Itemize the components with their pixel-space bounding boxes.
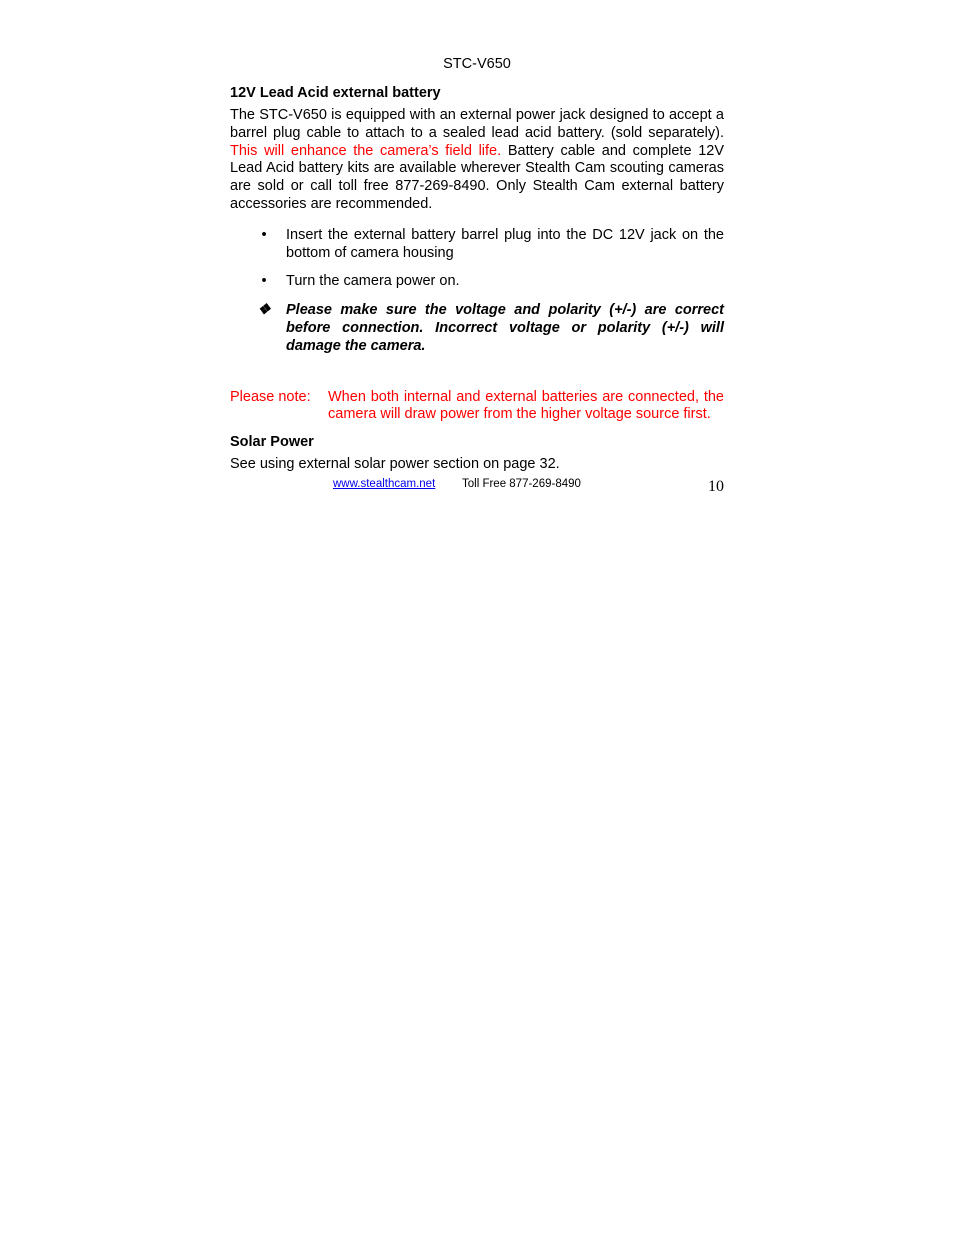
intro-text-part2: Battery cable and complete 12V Lead Acid battery kits are available wherever Stealth Cam scouting cameras are sold or call toll free 877-269-8490. Only Stealth Cam external battery accessories are recommended. xyxy=(230,142,725,212)
warning-text: Please make sure the voltage and polarity (+/-) are correct before connection. Incorrect voltage or polarity (+/-) will damage the camera. xyxy=(286,302,724,354)
warning-item xyxy=(230,302,724,355)
website-link[interactable]: www.stealthcam.net xyxy=(333,477,436,490)
note-text: When both internal and external batteries are connected, the camera will draw power from the higher voltage source first. xyxy=(328,388,724,423)
please-note-block xyxy=(230,389,724,425)
intro-text-part1: The STC-V650 is equipped with an external power jack designed to accept a barrel plug cable to attach to a sealed lead acid battery. (sold separately). xyxy=(230,107,724,141)
battery-intro-paragraph xyxy=(230,107,724,214)
page-number: 10 xyxy=(708,477,724,495)
document-page xyxy=(230,55,724,498)
note-label: Please note: xyxy=(230,388,311,405)
bullet-icon: • xyxy=(261,226,267,243)
step-text: Insert the external battery barrel plug into the DC 12V jack on the bottom of camera housing xyxy=(286,226,724,261)
page-header-title: STC-V650 xyxy=(443,56,511,72)
section-heading-solar: Solar Power xyxy=(230,434,314,451)
intro-highlight-text: This will enhance the camera’s field life. xyxy=(230,142,502,159)
battery-steps-list xyxy=(230,227,724,356)
step-text: Turn the camera power on. xyxy=(286,273,460,290)
list-item xyxy=(230,273,724,291)
toll-free-phone: Toll Free 877-269-8490 xyxy=(462,477,581,490)
diamond-icon: ❖ xyxy=(257,302,271,319)
section-heading-battery: 12V Lead Acid external battery xyxy=(230,85,441,101)
solar-paragraph: See using external solar power section on page 32. xyxy=(230,456,560,473)
list-item xyxy=(230,227,724,263)
page-footer xyxy=(230,476,724,498)
bullet-icon: • xyxy=(261,273,267,290)
